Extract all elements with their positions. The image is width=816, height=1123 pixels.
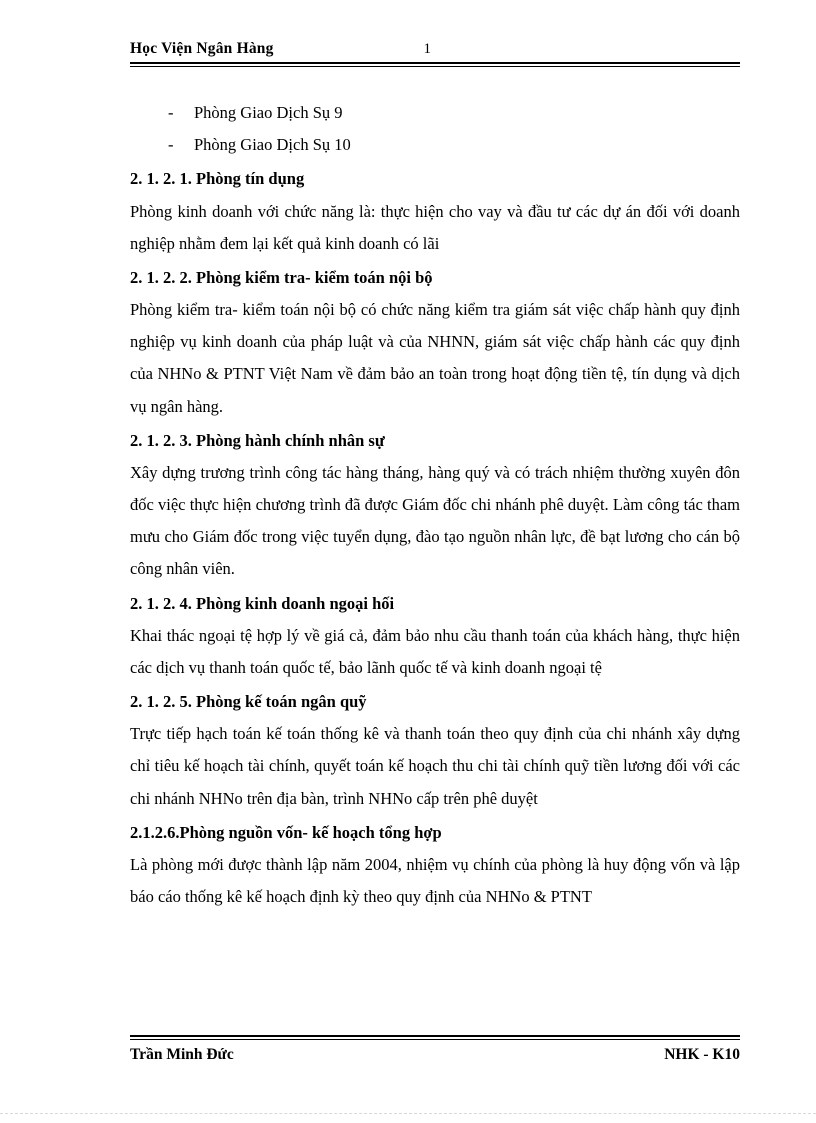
bullet-dash-icon: - — [168, 103, 174, 122]
section-heading: 2. 1. 2. 2. Phòng kiểm tra- kiểm toán nội bộ — [130, 267, 433, 287]
footer-divider — [130, 1035, 740, 1040]
header-divider — [130, 62, 740, 67]
page-edge-divider — [0, 1113, 816, 1114]
bullet-dash-icon: - — [168, 135, 174, 155]
section-paragraph: Khai thác ngoại tệ hợp lý về giá cả, đảm bảo nhu cầu thanh toán của khách hàng, thực hiện các dịch vụ thanh toán quốc tế, bảo lãnh quốc tế và kinh doanh ngoại tệ — [130, 625, 740, 677]
section-heading: 2.1.2.6.Phòng nguồn vốn- kế hoạch tổng hợp — [130, 822, 442, 842]
list-item — [168, 129, 740, 161]
section-heading: 2. 1. 2. 3. Phòng hành chính nhân sự — [130, 430, 385, 450]
page-content — [130, 40, 740, 913]
section-paragraph: Là phòng mới được thành lập năm 2004, nhiệm vụ chính của phòng là huy động vốn và lập báo cáo thống kê kế hoạch định kỳ theo quy định của NHNo & PTNT — [130, 854, 740, 907]
list-item — [168, 97, 740, 129]
header-page-number: 1 — [423, 41, 432, 57]
header-institution: Học Viện Ngân Hàng — [130, 40, 274, 57]
section-heading: 2. 1. 2. 4. Phòng kinh doanh ngoại hối — [130, 593, 395, 613]
footer-author: Trần Minh Đức — [130, 1046, 234, 1063]
page-footer — [130, 1035, 740, 1064]
section-paragraph: Xây dựng trương trình công tác hàng tháng, hàng quý và có trách nhiệm thường xuyên đôn đốc việc thực hiện chương trình đã được Giám đốc chi nhánh phê duyệt. Làm công tác tham mưu cho Giám đốc trong việc tuyển dụng, đào tạo nguồn nhân lực, đề bạt lương cho cán bộ công nhân viên. — [130, 462, 740, 579]
footer-class: NHK - K10 — [664, 1046, 740, 1063]
section-paragraph: Phòng kiểm tra- kiểm toán nội bộ có chức năng kiểm tra giám sát việc chấp hành quy định nghiệp vụ kinh doanh của pháp luật và của NHNN, giám sát việc chấp hành các quy định của NHNo & PTNT Việt Nam về đảm bảo an toàn trong hoạt động tiền tệ, tín dụng và dịch vụ ngân hàng. — [130, 300, 740, 416]
document-body — [130, 97, 740, 913]
section-heading: 2. 1. 2. 5. Phòng kế toán ngân quỹ — [130, 692, 367, 712]
list-item-label: Phòng Giao Dịch Sụ 10 — [194, 135, 351, 155]
section-heading: 2. 1. 2. 1. Phòng tín dụng — [130, 169, 305, 189]
section-paragraph: Phòng kinh doanh với chức năng là: thực hiện cho vay và đầu tư các dự án đối với doanh nghiệp nhằm đem lại kết quả kinh doanh có lãi — [130, 201, 740, 253]
section-paragraph: Trực tiếp hạch toán kế toán thống kê và thanh toán theo quy định của chi nhánh xây dựng chỉ tiêu kế hoạch tài chính, quyết toán kế hoạch thu chi tài chính quỹ tiền lương đối với các chi nhánh NHNo trên địa bàn, trình NHNo cấp trên phê duyệt — [130, 724, 740, 808]
list-item-label: Phòng Giao Dịch Sụ 9 — [194, 103, 343, 122]
page-header — [130, 40, 740, 58]
